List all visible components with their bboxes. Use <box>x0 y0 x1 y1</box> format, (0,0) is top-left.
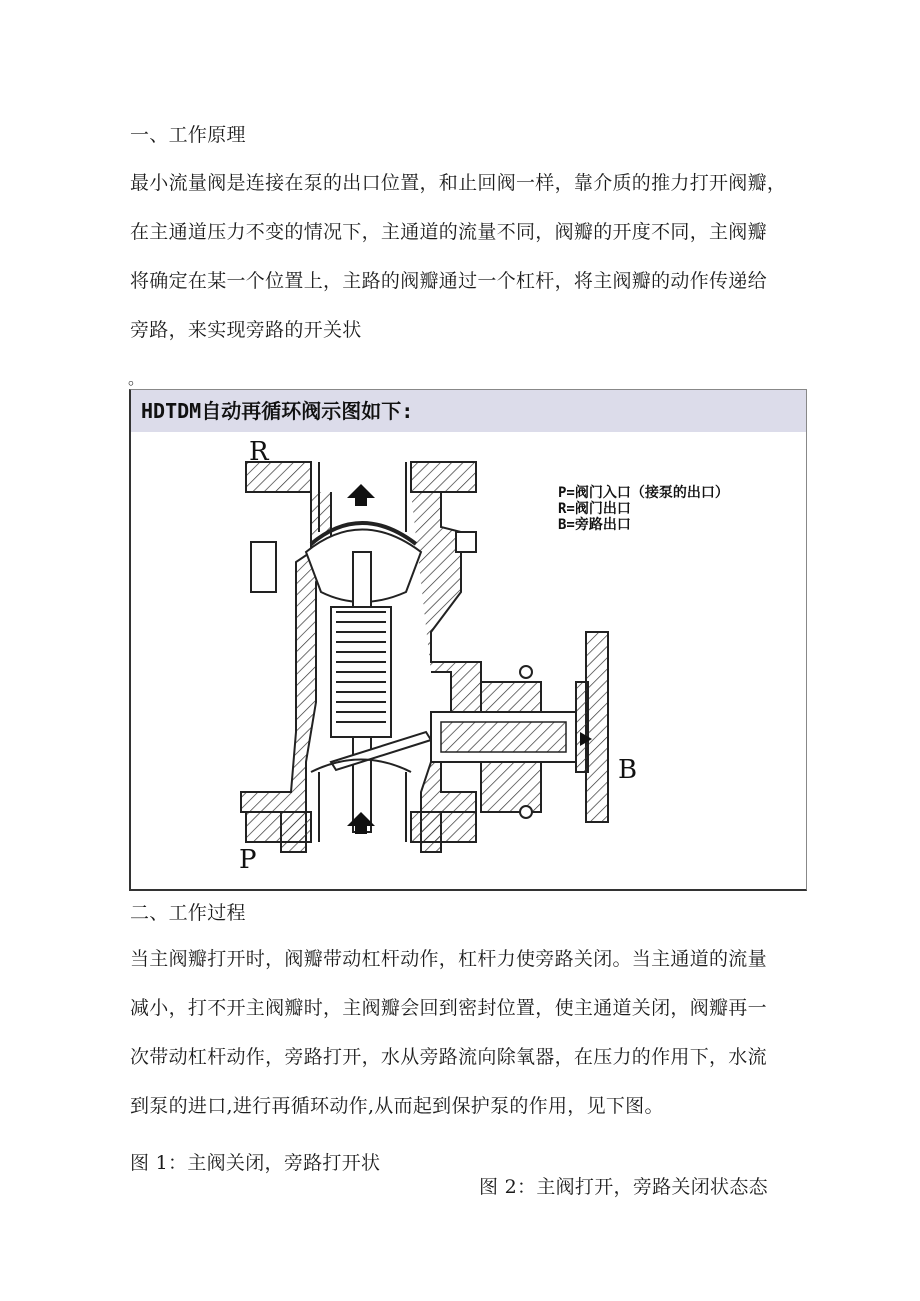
paragraph-line: 在主通道压力不变的情况下，主通道的流量不同，阀瓣的开度不同，主阀瓣 <box>130 221 767 243</box>
paragraph-line: 次带动杠杆动作，旁路打开，水从旁路流向除氧器，在压力的作用下，水流 <box>130 1046 767 1068</box>
bypass-flange <box>586 632 608 822</box>
valve-diagram-figure <box>129 389 807 891</box>
legend <box>558 485 729 533</box>
label-p: P <box>239 845 257 875</box>
paragraph-line: 最小流量阀是连接在泵的出口位置，和止回阀一样，靠介质的推力打开阀瓣， <box>130 172 787 194</box>
paragraph-line: 减小，打不开主阀瓣时，主阀瓣会回到密封位置，使主通道关闭，阀瓣再一 <box>130 997 767 1019</box>
label-r: R <box>249 437 269 467</box>
figure-banner: HDTDM自动再循环阀示图如下: <box>131 390 806 432</box>
paragraph-line: 将确定在某一个位置上，主路的阀瓣通过一个杠杆，将主阀瓣的动作传递给 <box>130 270 767 292</box>
paragraph-line: 旁路，来实现旁路的开关状 <box>130 319 362 341</box>
legend-item-r: R=阀门出口 <box>558 501 631 517</box>
label-b: B <box>618 755 638 785</box>
section2-heading: 二、工作过程 <box>130 902 246 924</box>
legend-item-p: P=阀门入口（接泵的出口） <box>558 485 729 501</box>
flow-arrow-up-top <box>347 484 375 498</box>
spring <box>331 607 391 737</box>
paragraph-line: 当主阀瓣打开时，阀瓣带动杠杆动作，杠杆力使旁路关闭。当主通道的流量 <box>130 948 767 970</box>
trailing-period: 。 <box>128 369 145 388</box>
caption-fig2: 图 2：主阀打开，旁路关闭状态态 <box>479 1176 768 1198</box>
paragraph-line: 到泵的进口,进行再循环动作,从而起到保护泵的作用，见下图。 <box>130 1095 664 1117</box>
caption-fig1: 图 1：主阀关闭，旁路打开状 <box>130 1152 381 1174</box>
section1-heading: 一、工作原理 <box>130 124 246 146</box>
legend-item-b: B=旁路出口 <box>558 517 631 533</box>
